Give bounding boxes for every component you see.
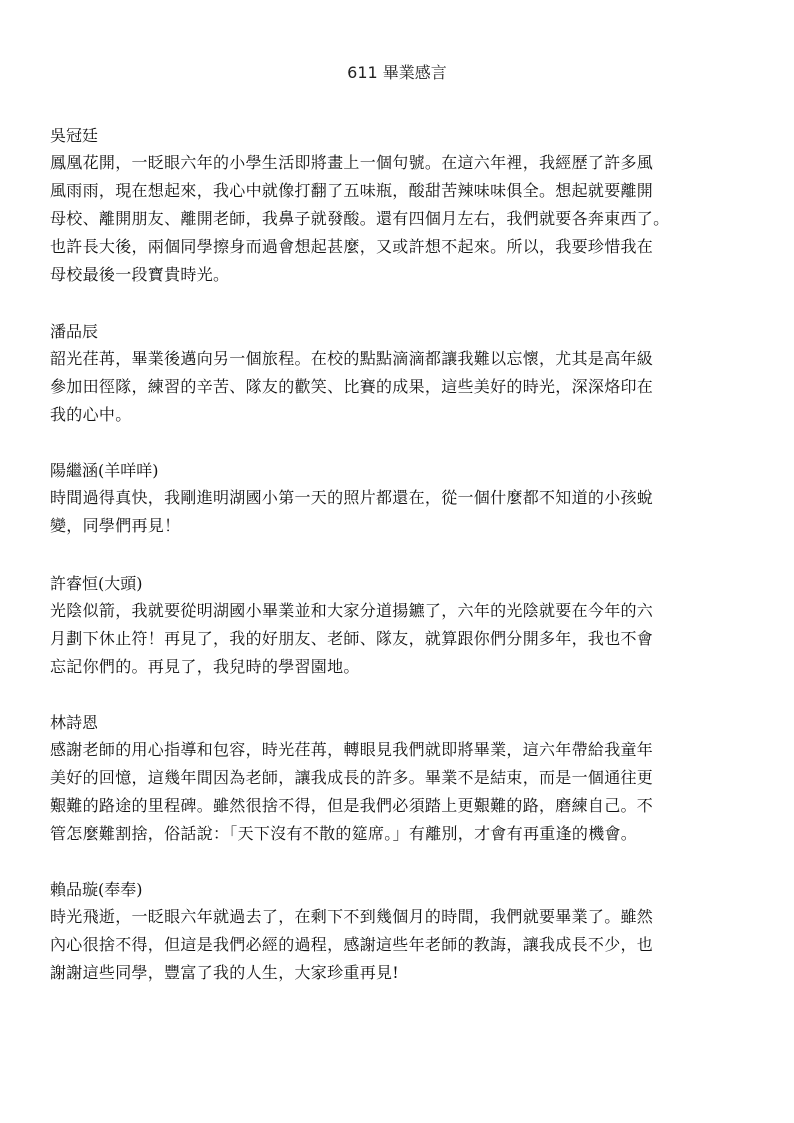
entry-paragraph — [50, 736, 744, 848]
entry-paragraph — [50, 345, 744, 429]
paragraph-line: 我的心中。 — [50, 405, 132, 424]
entry-xu-ruiheng — [50, 570, 744, 681]
paragraph-line: 謝謝這些同學，豐富了我的人生，大家珍重再見! — [50, 963, 400, 982]
paragraph-line: 管怎麼難割捨，俗話說：「天下沒有不散的筵席。」有離別，才會有再重逢的機會。 — [50, 824, 638, 843]
entry-author-name: 潘品辰 — [50, 322, 99, 341]
page-title: 611 畢業感言 — [347, 63, 447, 82]
paragraph-line: 參加田徑隊，練習的辛苦、隊友的歡笑、比賽的成果，這些美好的時光，深深烙印在 — [50, 377, 654, 396]
entry-wu-guanting — [50, 122, 744, 289]
paragraph-line: 忘記你們的。再見了，我兒時的學習園地。 — [50, 657, 360, 676]
entry-author-name: 吳冠廷 — [50, 126, 99, 145]
entry-paragraph — [50, 903, 744, 987]
entry-paragraph — [50, 149, 744, 289]
entry-author-name: 陽繼涵(羊咩咩) — [50, 461, 159, 480]
entry-author-name: 林詩恩 — [50, 713, 99, 732]
entry-yang-jihan — [50, 457, 744, 540]
entry-author-name: 許睿恒(大頭) — [50, 574, 143, 593]
entry-paragraph — [50, 597, 744, 681]
paragraph-line: 時光飛逝，一眨眼六年就過去了，在剩下不到幾個月的時間，我們就要畢業了。雖然 — [50, 907, 654, 926]
entry-pan-pinchen — [50, 318, 744, 429]
paragraph-line: 變，同學們再見！ — [50, 516, 181, 535]
paragraph-line: 母校最後一段寶貴時光。 — [50, 265, 230, 284]
paragraph-line: 也許長大後，兩個同學擦身而過會想起甚麼，又或許想不起來。所以，我要珍惜我在 — [50, 237, 654, 256]
paragraph-line: 鳳凰花開，一眨眼六年的小學生活即將畫上一個句號。在這六年裡，我經歷了許多風 — [50, 153, 654, 172]
paragraph-line: 韶光荏苒，畢業後邁向另一個旅程。在校的點點滴滴都讓我難以忘懷，尤其是高年級 — [50, 349, 654, 368]
entry-lin-shien — [50, 709, 744, 848]
paragraph-line: 風雨雨，現在想起來，我心中就像打翻了五味瓶，酸甜苦辣味味俱全。想起就要離開 — [50, 181, 654, 200]
entry-author-name: 賴品璇(奉奉) — [50, 880, 143, 899]
paragraph-line: 感謝老師的用心指導和包容，時光荏苒，轉眼見我們就即將畢業，這六年帶給我童年 — [50, 740, 654, 759]
paragraph-line: 艱難的路途的里程碑。雖然很捨不得，但是我們必須踏上更艱難的路，磨練自己。不 — [50, 796, 654, 815]
paragraph-line: 光陰似箭，我就要從明湖國小畢業並和大家分道揚鑣了，六年的光陰就要在今年的六 — [50, 601, 654, 620]
paragraph-line: 時間過得真快，我剛進明湖國小第一天的照片都還在，從一個什麼都不知道的小孩蛻 — [50, 488, 654, 507]
entry-lai-pinxuan — [50, 876, 744, 987]
paragraph-line: 美好的回憶，這幾年間因為老師，讓我成長的許多。畢業不是結束，而是一個通往更 — [50, 768, 654, 787]
paragraph-line: 母校、離開朋友、離開老師，我鼻子就發酸。還有四個月左右，我們就要各奔東西了。 — [50, 209, 670, 228]
paragraph-line: 內心很捨不得，但這是我們必經的過程，感謝這些年老師的教誨，讓我成長不少，也 — [50, 935, 654, 954]
entry-paragraph — [50, 484, 744, 540]
paragraph-line: 月劃下休止符！再見了，我的好朋友、老師、隊友，就算跟你們分開多年，我也不會 — [50, 629, 654, 648]
